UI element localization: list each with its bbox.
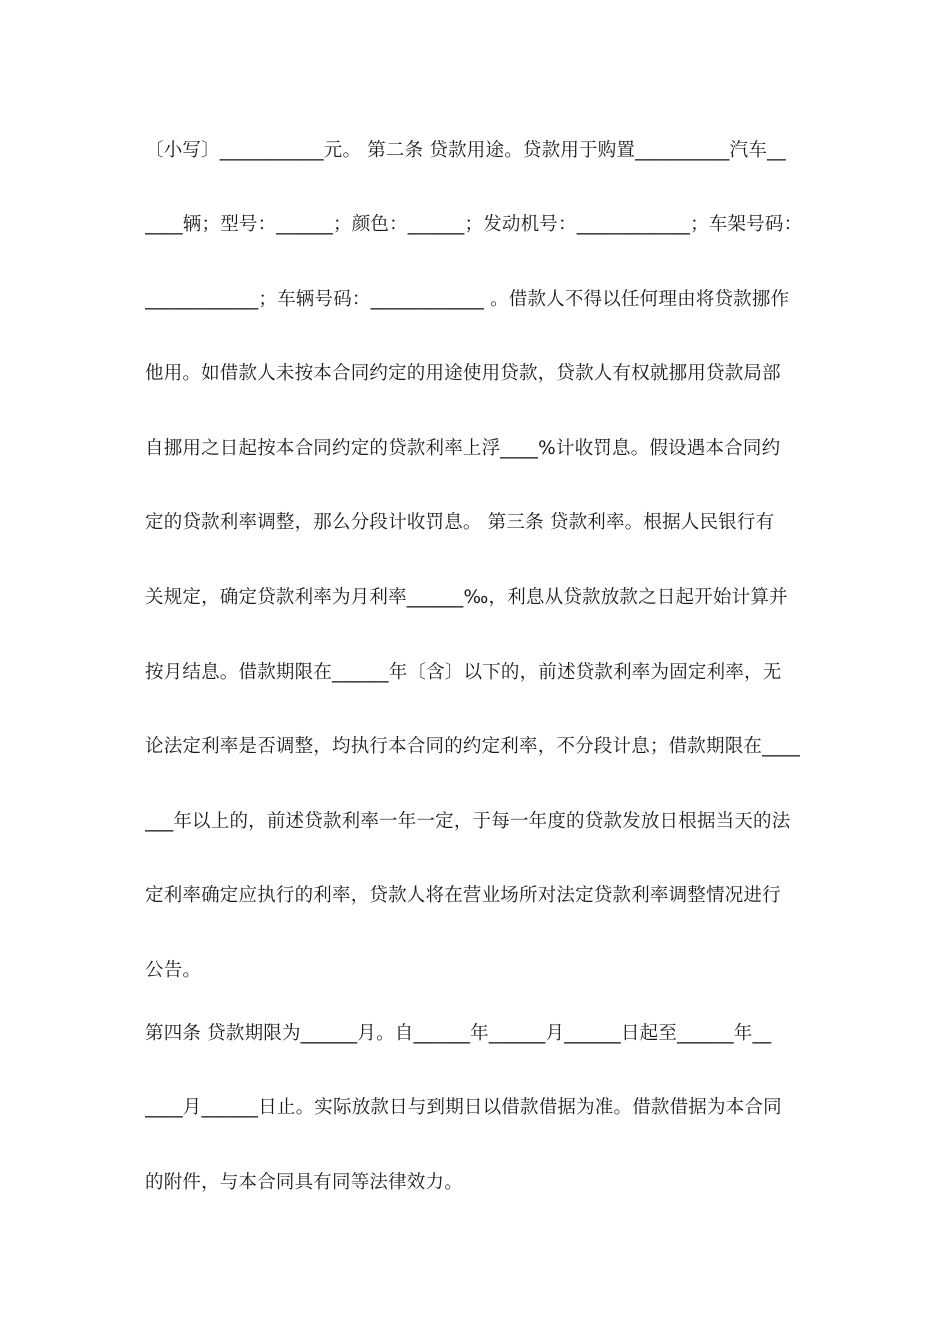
text-line: ____________；车辆号码：____________ 。借款人不得以任何理由将贷款挪作	[145, 289, 790, 310]
text-line: 关规定，确定贷款利率为月利率______‰，利息从贷款放款之日起开始计算并	[145, 587, 788, 608]
text-line: 定的贷款利率调整，那么分段计收罚息。 第三条 贷款利率。根据人民银行有	[145, 512, 775, 533]
text-line: 〔小写〕___________元。 第二条 贷款用途。贷款用于购置__________汽车__	[145, 140, 786, 161]
text-line: 的附件，与本合同具有同等法律效力。	[145, 1172, 463, 1193]
text-line: 自挪用之日起按本合同约定的贷款利率上浮____%计收罚息。假设遇本合同约	[145, 438, 781, 459]
text-line: 第四条 贷款期限为______月。自______年______月______日起至______年__	[145, 1023, 772, 1044]
text-line: 论法定利率是否调整，均执行本合同的约定利率，不分段计息；借款期限在____	[145, 736, 800, 757]
text-line: 他用。如借款人未按本合同约定的用途使用贷款，贷款人有权就挪用贷款局部	[145, 363, 781, 384]
text-line: 公告。	[145, 960, 202, 981]
text-line: 定利率确定应执行的利率，贷款人将在营业场所对法定贷款利率调整情况进行	[145, 885, 781, 906]
text-line: 按月结息。借款期限在______年〔含〕以下的，前述贷款利率为固定利率，无	[145, 662, 782, 683]
text-line: ___年以上的，前述贷款利率一年一定，于每一年度的贷款发放日根据当天的法	[145, 811, 791, 832]
text-line: ____月______日止。实际放款日与到期日以借款借据为准。借款借据为本合同	[145, 1097, 782, 1118]
text-line: ____辆；型号：______；颜色：______；发动机号：____________；车架号码：	[145, 214, 803, 235]
